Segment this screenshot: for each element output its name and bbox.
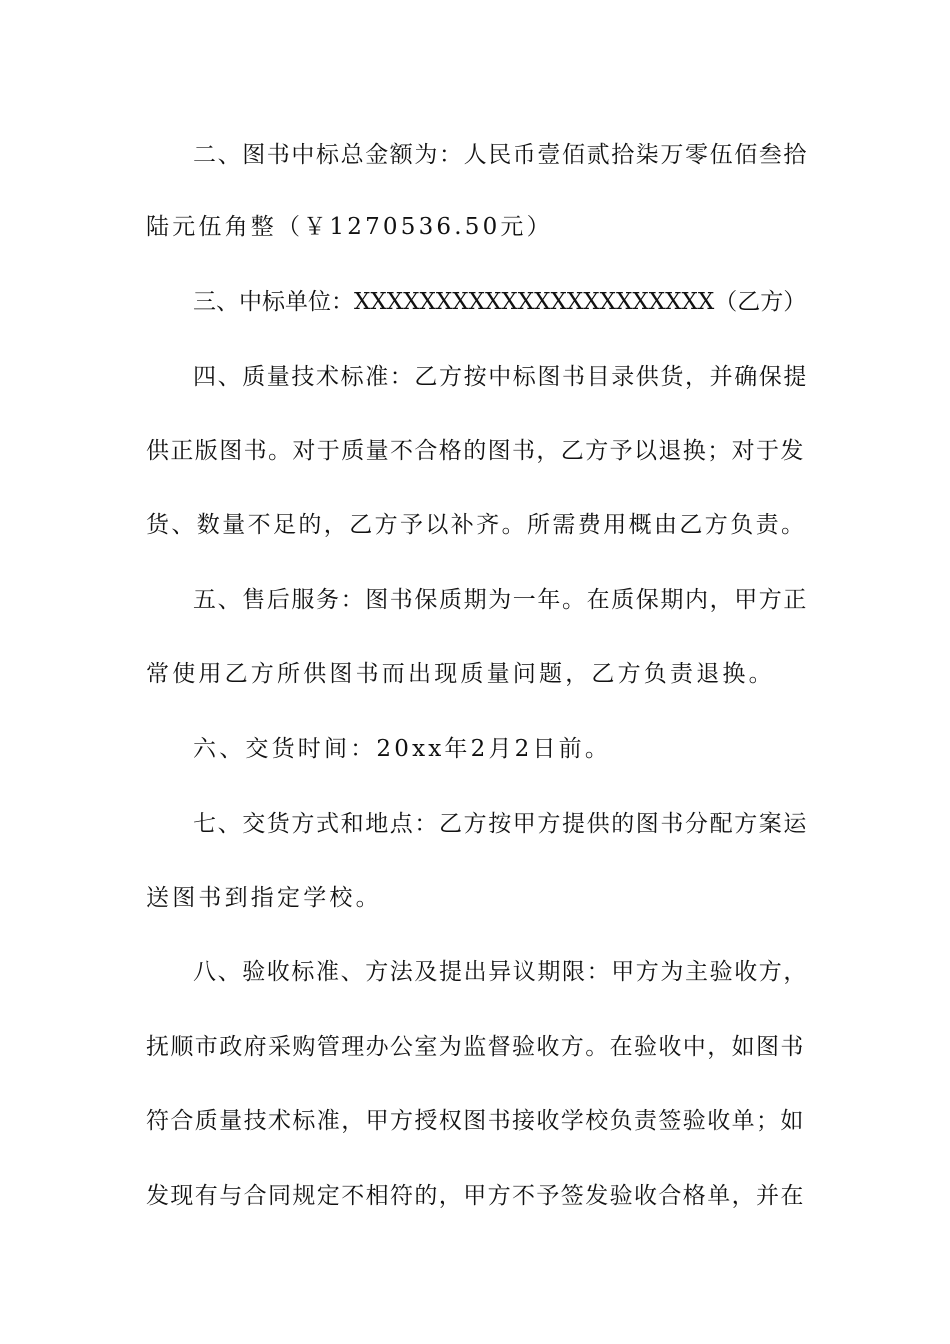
clause-8-line-3: 符合质量技术标准，甲方授权图书接收学校负责签验收单；如: [146, 1108, 805, 1134]
clause-5-line-2: 常使用乙方所供图书而出现质量问题，乙方负责退换。: [146, 661, 775, 687]
clause-8-line-4: 发现有与合同规定不相符的，甲方不予签发验收合格单，并在: [146, 1183, 805, 1209]
clause-5-line-1: 五、售后服务：图书保质期为一年。在质保期内，甲方正: [193, 587, 808, 613]
clause-4-line-2: 供正版图书。对于质量不合格的图书，乙方予以退换；对于发: [146, 438, 805, 464]
clause-2-line-2: 陆元伍角整（￥1270536.50元）: [146, 214, 553, 240]
clause-8-line-1: 八、验收标准、方法及提出异议期限：甲方为主验收方，: [193, 959, 808, 985]
clause-3-line-1: 三、中标单位：XXXXXXXXXXXXXXXXXXXXXX（乙方）: [193, 289, 807, 315]
clause-6-line-1: 六、交货时间：20xx年2月2日前。: [193, 736, 612, 762]
clause-7-line-1: 七、交货方式和地点：乙方按甲方提供的图书分配方案运: [193, 811, 808, 837]
clause-4-line-3: 货、数量不足的，乙方予以补齐。所需费用概由乙方负责。: [146, 512, 807, 538]
clause-8-line-2: 抚顺市政府采购管理办公室为监督验收方。在验收中，如图书: [146, 1034, 805, 1060]
clause-2-line-1: 二、图书中标总金额为：人民币壹佰贰拾柒万零伍佰叁拾: [193, 142, 808, 168]
clause-7-line-2: 送图书到指定学校。: [146, 885, 382, 911]
clause-4-line-1: 四、质量技术标准：乙方按中标图书目录供货，并确保提: [193, 364, 808, 390]
